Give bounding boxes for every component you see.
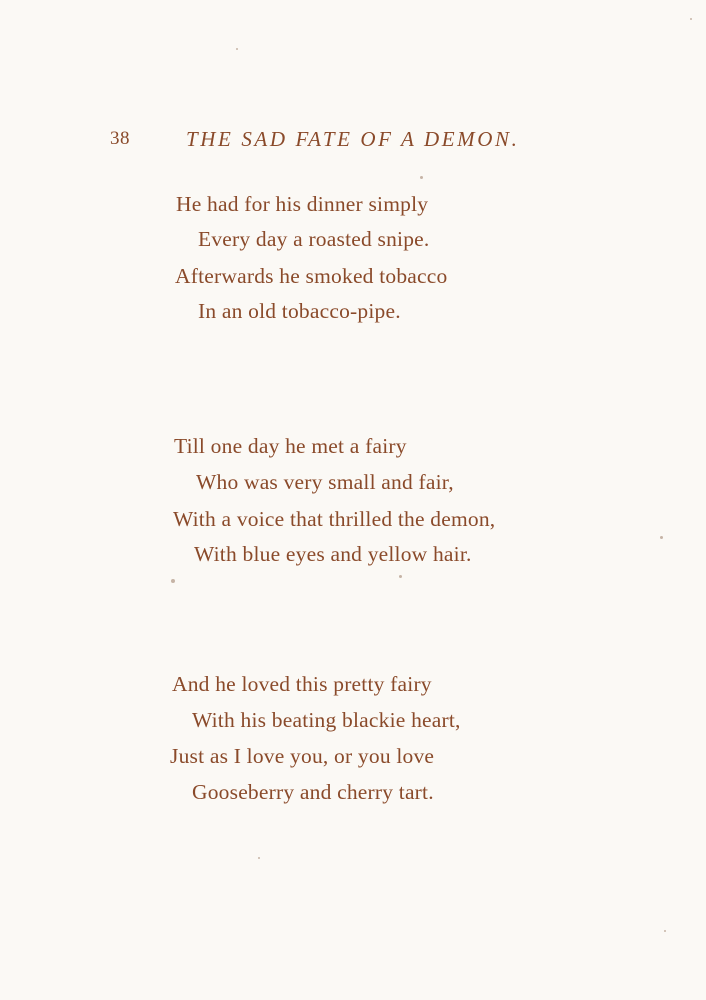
paper-speck [420, 176, 423, 179]
paper-speck [664, 930, 666, 932]
paper-speck [236, 48, 238, 50]
verse-line: And he loved this pretty fairy [172, 672, 432, 696]
verse-line: Just as I love you, or you love [170, 744, 435, 768]
verse-line: With a voice that thrilled the demon, [173, 507, 496, 531]
paper-speck [258, 857, 260, 859]
verse-line: Gooseberry and cherry tart. [192, 780, 434, 804]
verse-line: Every day a roasted snipe. [198, 227, 430, 251]
verse-line: With blue eyes and yellow hair. [194, 542, 472, 566]
paper-speck [690, 18, 692, 20]
page-number: 38 [110, 128, 130, 149]
verse-line: Afterwards he smoked tobacco [175, 264, 448, 288]
paper-speck [399, 575, 402, 578]
verse-line: With his beating blackie heart, [192, 708, 461, 732]
paper-speck [171, 579, 175, 583]
verse-line: In an old tobacco-pipe. [198, 299, 401, 323]
verse-line: He had for his dinner simply [176, 192, 429, 216]
paper-speck [660, 536, 663, 539]
running-title: THE SAD FATE OF A DEMON. [186, 127, 520, 151]
verse-line: Till one day he met a fairy [174, 434, 407, 458]
verse-line: Who was very small and fair, [196, 470, 454, 494]
